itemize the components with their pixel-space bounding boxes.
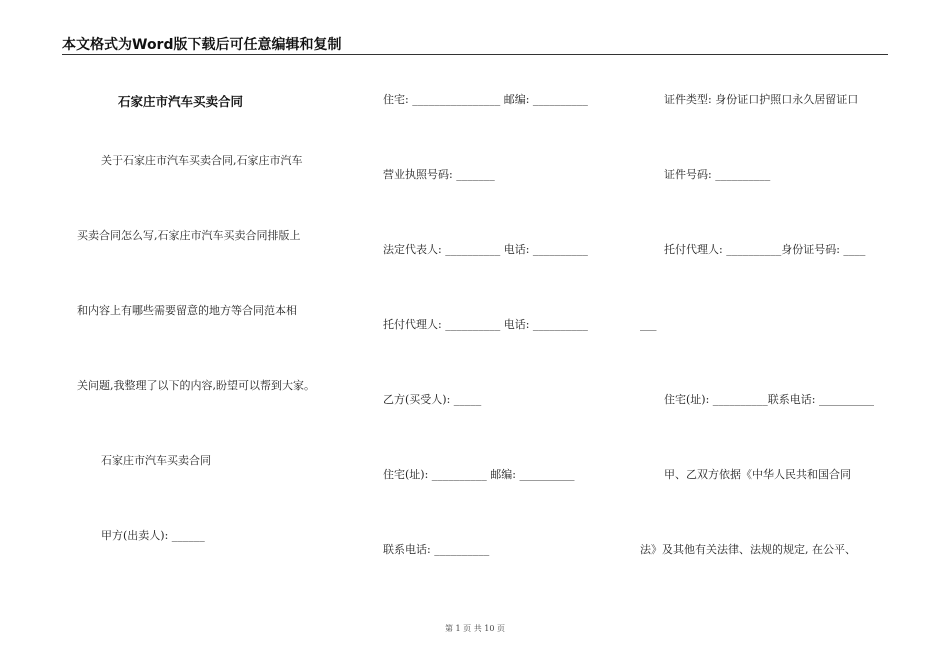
legal-representative-line: 法定代表人: __________ 电话: __________	[383, 243, 588, 256]
address-postcode-line: 住宅: ________________ 邮编: __________	[383, 93, 588, 106]
agent-phone-line: 托付代理人: __________ 电话: __________	[383, 318, 588, 331]
contact-phone-line: 联系电话: __________	[383, 543, 490, 556]
paragraph-line: 买卖合同怎么写,石家庄市汽车买卖合同排版上	[77, 229, 301, 242]
contract-subtitle: 石家庄市汽车买卖合同	[101, 454, 211, 467]
party-b-line: 乙方(买受人): _____	[383, 393, 482, 406]
agent-id-line: 托付代理人: __________身份证号码: ____	[664, 243, 866, 256]
business-license-line: 营业执照号码: _______	[383, 168, 495, 181]
agreement-basis-line: 甲、乙双方依据《中华人民共和国合同	[664, 468, 851, 481]
paragraph-line: 关问题,我整理了以下的内容,盼望可以帮到大家。	[77, 379, 315, 392]
id-type-line: 证件类型: 身份证口护照口永久居留证口	[664, 93, 859, 106]
paragraph-line: 和内容上有哪些需要留意的地方等合同范本相	[77, 304, 297, 317]
page-footer: 第 1 页 共 10 页	[445, 624, 505, 633]
address-postcode-line-b: 住宅(址): __________ 邮编: __________	[383, 468, 575, 481]
paragraph-line: 关于石家庄市汽车买卖合同,石家庄市汽车	[101, 154, 303, 167]
agent-id-continuation: ___	[640, 318, 657, 331]
document-title: 石家庄市汽车买卖合同	[118, 94, 244, 109]
header-title: 本文格式为Word版下载后可任意编辑和复制	[62, 37, 342, 53]
agreement-basis-continuation: 法》及其他有关法律、法规的规定, 在公平、	[640, 543, 856, 556]
party-a-line: 甲方(出卖人): ______	[101, 529, 205, 542]
page-header	[62, 34, 888, 55]
address-phone-line: 住宅(址): __________联系电话: __________	[664, 393, 874, 406]
id-number-line: 证件号码: __________	[664, 168, 771, 181]
